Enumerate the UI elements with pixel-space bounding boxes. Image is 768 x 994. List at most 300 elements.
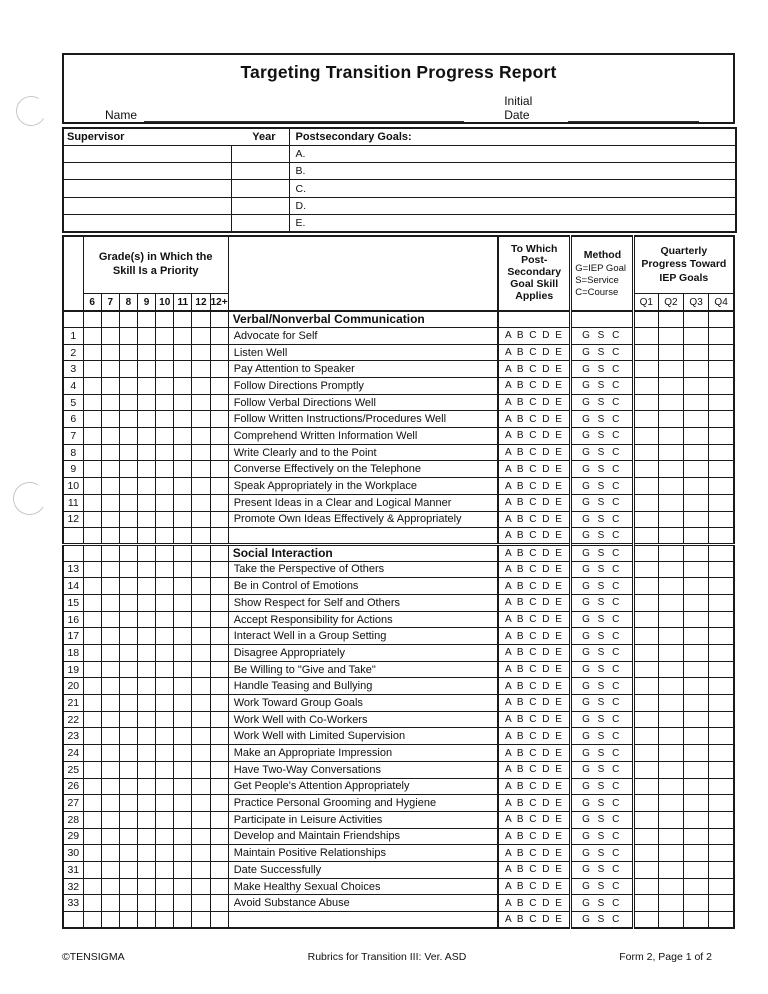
grade-priority-cell[interactable] xyxy=(192,361,210,378)
supervisor-field[interactable] xyxy=(63,214,231,231)
grade-priority-cell[interactable] xyxy=(119,561,137,578)
quarter-progress-cell[interactable] xyxy=(633,661,658,678)
grade-priority-cell[interactable] xyxy=(210,528,228,545)
grade-priority-cell[interactable] xyxy=(138,478,156,495)
method-options-cell[interactable]: G S C xyxy=(571,811,633,828)
method-options-cell[interactable]: G S C xyxy=(571,778,633,795)
quarter-progress-cell[interactable] xyxy=(658,511,683,528)
grade-priority-cell[interactable] xyxy=(210,878,228,895)
grade-priority-cell[interactable] xyxy=(210,745,228,762)
abcde-options-cell[interactable]: A B C D E xyxy=(498,594,571,611)
grade-priority-cell[interactable] xyxy=(119,845,137,862)
method-options-cell[interactable]: G S C xyxy=(571,544,633,561)
quarter-progress-cell[interactable] xyxy=(658,344,683,361)
quarter-progress-cell[interactable] xyxy=(709,361,734,378)
grade-priority-cell[interactable] xyxy=(210,628,228,645)
grade-priority-cell[interactable] xyxy=(101,311,119,328)
grade-priority-cell[interactable] xyxy=(119,695,137,712)
grade-priority-cell[interactable] xyxy=(101,912,119,929)
grade-priority-cell[interactable] xyxy=(156,645,174,662)
grade-priority-cell[interactable] xyxy=(210,845,228,862)
abcde-options-cell[interactable]: A B C D E xyxy=(498,461,571,478)
grade-priority-cell[interactable] xyxy=(192,878,210,895)
quarter-progress-cell[interactable] xyxy=(658,645,683,662)
grade-priority-cell[interactable] xyxy=(156,578,174,595)
quarter-progress-cell[interactable] xyxy=(658,611,683,628)
grade-priority-cell[interactable] xyxy=(192,828,210,845)
grade-priority-cell[interactable] xyxy=(156,361,174,378)
grade-priority-cell[interactable] xyxy=(83,761,101,778)
grade-priority-cell[interactable] xyxy=(83,394,101,411)
grade-priority-cell[interactable] xyxy=(83,311,101,328)
quarter-progress-cell[interactable] xyxy=(684,861,709,878)
grade-priority-cell[interactable] xyxy=(192,611,210,628)
quarter-progress-cell[interactable] xyxy=(684,511,709,528)
goal-field-a[interactable] xyxy=(289,145,736,162)
abcde-options-cell[interactable]: A B C D E xyxy=(498,511,571,528)
grade-priority-cell[interactable] xyxy=(101,745,119,762)
quarter-progress-cell[interactable] xyxy=(709,861,734,878)
quarter-progress-cell[interactable] xyxy=(658,878,683,895)
quarter-progress-cell[interactable] xyxy=(684,411,709,428)
quarter-progress-cell[interactable] xyxy=(709,811,734,828)
grade-priority-cell[interactable] xyxy=(210,444,228,461)
grade-priority-cell[interactable] xyxy=(210,561,228,578)
grade-priority-cell[interactable] xyxy=(138,845,156,862)
grade-priority-cell[interactable] xyxy=(174,528,192,545)
grade-priority-cell[interactable] xyxy=(156,778,174,795)
year-field[interactable] xyxy=(231,145,289,162)
quarter-progress-cell[interactable] xyxy=(658,795,683,812)
quarter-progress-cell[interactable] xyxy=(633,912,658,929)
quarter-progress-cell[interactable] xyxy=(684,845,709,862)
grade-priority-cell[interactable] xyxy=(83,745,101,762)
grade-priority-cell[interactable] xyxy=(83,511,101,528)
quarter-progress-cell[interactable] xyxy=(684,745,709,762)
method-options-cell[interactable]: G S C xyxy=(571,661,633,678)
quarter-progress-cell[interactable] xyxy=(684,661,709,678)
grade-priority-cell[interactable] xyxy=(156,861,174,878)
method-options-cell[interactable]: G S C xyxy=(571,878,633,895)
quarter-progress-cell[interactable] xyxy=(658,628,683,645)
grade-priority-cell[interactable] xyxy=(174,778,192,795)
grade-priority-cell[interactable] xyxy=(192,795,210,812)
quarter-progress-cell[interactable] xyxy=(684,528,709,545)
quarter-progress-cell[interactable] xyxy=(684,461,709,478)
grade-priority-cell[interactable] xyxy=(119,594,137,611)
grade-priority-cell[interactable] xyxy=(174,461,192,478)
abcde-options-cell[interactable]: A B C D E xyxy=(498,811,571,828)
grade-priority-cell[interactable] xyxy=(174,761,192,778)
grade-priority-cell[interactable] xyxy=(101,327,119,344)
grade-priority-cell[interactable] xyxy=(156,711,174,728)
grade-priority-cell[interactable] xyxy=(119,895,137,912)
grade-priority-cell[interactable] xyxy=(210,578,228,595)
grade-priority-cell[interactable] xyxy=(192,561,210,578)
grade-priority-cell[interactable] xyxy=(83,478,101,495)
method-options-cell[interactable]: G S C xyxy=(571,861,633,878)
quarter-progress-cell[interactable] xyxy=(633,378,658,395)
quarter-progress-cell[interactable] xyxy=(709,761,734,778)
grade-priority-cell[interactable] xyxy=(83,494,101,511)
quarter-progress-cell[interactable] xyxy=(658,411,683,428)
grade-priority-cell[interactable] xyxy=(83,828,101,845)
grade-priority-cell[interactable] xyxy=(119,378,137,395)
quarter-progress-cell[interactable] xyxy=(709,611,734,628)
grade-priority-cell[interactable] xyxy=(119,327,137,344)
quarter-progress-cell[interactable] xyxy=(633,745,658,762)
method-options-cell[interactable]: G S C xyxy=(571,912,633,929)
grade-priority-cell[interactable] xyxy=(174,594,192,611)
quarter-progress-cell[interactable] xyxy=(709,444,734,461)
grade-priority-cell[interactable] xyxy=(210,311,228,328)
grade-priority-cell[interactable] xyxy=(83,811,101,828)
grade-priority-cell[interactable] xyxy=(119,761,137,778)
grade-priority-cell[interactable] xyxy=(101,811,119,828)
abcde-options-cell[interactable]: A B C D E xyxy=(498,628,571,645)
quarter-progress-cell[interactable] xyxy=(709,544,734,561)
grade-priority-cell[interactable] xyxy=(156,845,174,862)
grade-priority-cell[interactable] xyxy=(192,327,210,344)
quarter-progress-cell[interactable] xyxy=(633,761,658,778)
quarter-progress-cell[interactable] xyxy=(684,728,709,745)
quarter-progress-cell[interactable] xyxy=(709,311,734,328)
grade-priority-cell[interactable] xyxy=(138,761,156,778)
grade-priority-cell[interactable] xyxy=(138,828,156,845)
supervisor-field[interactable] xyxy=(63,145,231,162)
abcde-options-cell[interactable]: A B C D E xyxy=(498,444,571,461)
grade-priority-cell[interactable] xyxy=(119,428,137,445)
grade-priority-cell[interactable] xyxy=(138,561,156,578)
grade-priority-cell[interactable] xyxy=(210,912,228,929)
grade-priority-cell[interactable] xyxy=(138,578,156,595)
quarter-progress-cell[interactable] xyxy=(633,728,658,745)
quarter-progress-cell[interactable] xyxy=(709,912,734,929)
grade-priority-cell[interactable] xyxy=(174,578,192,595)
grade-priority-cell[interactable] xyxy=(119,628,137,645)
grade-priority-cell[interactable] xyxy=(156,444,174,461)
abcde-options-cell[interactable]: A B C D E xyxy=(498,528,571,545)
quarter-progress-cell[interactable] xyxy=(633,645,658,662)
abcde-options-cell[interactable]: A B C D E xyxy=(498,611,571,628)
grade-priority-cell[interactable] xyxy=(138,378,156,395)
goal-field-e[interactable] xyxy=(289,214,736,231)
grade-priority-cell[interactable] xyxy=(192,378,210,395)
grade-priority-cell[interactable] xyxy=(101,861,119,878)
grade-priority-cell[interactable] xyxy=(156,394,174,411)
quarter-progress-cell[interactable] xyxy=(709,678,734,695)
grade-priority-cell[interactable] xyxy=(174,661,192,678)
grade-priority-cell[interactable] xyxy=(210,778,228,795)
grade-priority-cell[interactable] xyxy=(101,428,119,445)
quarter-progress-cell[interactable] xyxy=(658,578,683,595)
grade-priority-cell[interactable] xyxy=(174,344,192,361)
abcde-options-cell[interactable]: A B C D E xyxy=(498,645,571,662)
quarter-progress-cell[interactable] xyxy=(658,895,683,912)
grade-priority-cell[interactable] xyxy=(192,645,210,662)
quarter-progress-cell[interactable] xyxy=(658,728,683,745)
method-options-cell[interactable]: G S C xyxy=(571,611,633,628)
grade-priority-cell[interactable] xyxy=(119,861,137,878)
grade-priority-cell[interactable] xyxy=(156,461,174,478)
quarter-progress-cell[interactable] xyxy=(633,895,658,912)
grade-priority-cell[interactable] xyxy=(101,695,119,712)
grade-priority-cell[interactable] xyxy=(192,728,210,745)
quarter-progress-cell[interactable] xyxy=(633,578,658,595)
method-options-cell[interactable]: G S C xyxy=(571,745,633,762)
quarter-progress-cell[interactable] xyxy=(684,695,709,712)
method-options-cell[interactable]: G S C xyxy=(571,327,633,344)
initial-date-field[interactable] xyxy=(568,107,699,122)
grade-priority-cell[interactable] xyxy=(156,378,174,395)
abcde-options-cell[interactable]: A B C D E xyxy=(498,895,571,912)
quarter-progress-cell[interactable] xyxy=(658,861,683,878)
grade-priority-cell[interactable] xyxy=(192,411,210,428)
abcde-options-cell[interactable]: A B C D E xyxy=(498,494,571,511)
grade-priority-cell[interactable] xyxy=(138,611,156,628)
grade-priority-cell[interactable] xyxy=(83,594,101,611)
grade-priority-cell[interactable] xyxy=(210,361,228,378)
grade-priority-cell[interactable] xyxy=(138,461,156,478)
grade-priority-cell[interactable] xyxy=(83,561,101,578)
grade-priority-cell[interactable] xyxy=(174,544,192,561)
method-options-cell[interactable]: G S C xyxy=(571,678,633,695)
grade-priority-cell[interactable] xyxy=(119,728,137,745)
supervisor-field[interactable] xyxy=(63,197,231,214)
grade-priority-cell[interactable] xyxy=(83,711,101,728)
quarter-progress-cell[interactable] xyxy=(709,428,734,445)
grade-priority-cell[interactable] xyxy=(174,494,192,511)
quarter-progress-cell[interactable] xyxy=(684,761,709,778)
grade-priority-cell[interactable] xyxy=(101,845,119,862)
abcde-options-cell[interactable]: A B C D E xyxy=(498,361,571,378)
grade-priority-cell[interactable] xyxy=(210,861,228,878)
grade-priority-cell[interactable] xyxy=(83,695,101,712)
grade-priority-cell[interactable] xyxy=(119,461,137,478)
quarter-progress-cell[interactable] xyxy=(709,845,734,862)
grade-priority-cell[interactable] xyxy=(156,695,174,712)
grade-priority-cell[interactable] xyxy=(174,678,192,695)
abcde-options-cell[interactable]: A B C D E xyxy=(498,761,571,778)
grade-priority-cell[interactable] xyxy=(192,778,210,795)
quarter-progress-cell[interactable] xyxy=(684,394,709,411)
quarter-progress-cell[interactable] xyxy=(633,594,658,611)
method-options-cell[interactable]: G S C xyxy=(571,378,633,395)
grade-priority-cell[interactable] xyxy=(156,895,174,912)
grade-priority-cell[interactable] xyxy=(83,861,101,878)
method-options-cell[interactable]: G S C xyxy=(571,394,633,411)
grade-priority-cell[interactable] xyxy=(156,828,174,845)
grade-priority-cell[interactable] xyxy=(156,311,174,328)
abcde-options-cell[interactable]: A B C D E xyxy=(498,912,571,929)
grade-priority-cell[interactable] xyxy=(83,645,101,662)
grade-priority-cell[interactable] xyxy=(83,912,101,929)
grade-priority-cell[interactable] xyxy=(138,528,156,545)
quarter-progress-cell[interactable] xyxy=(709,628,734,645)
grade-priority-cell[interactable] xyxy=(156,912,174,929)
quarter-progress-cell[interactable] xyxy=(658,661,683,678)
grade-priority-cell[interactable] xyxy=(210,645,228,662)
grade-priority-cell[interactable] xyxy=(156,878,174,895)
quarter-progress-cell[interactable] xyxy=(684,594,709,611)
quarter-progress-cell[interactable] xyxy=(684,311,709,328)
goal-field-c[interactable] xyxy=(289,180,736,197)
grade-priority-cell[interactable] xyxy=(174,411,192,428)
quarter-progress-cell[interactable] xyxy=(684,444,709,461)
grade-priority-cell[interactable] xyxy=(138,745,156,762)
abcde-options-cell[interactable]: A B C D E xyxy=(498,695,571,712)
grade-priority-cell[interactable] xyxy=(101,611,119,628)
grade-priority-cell[interactable] xyxy=(192,578,210,595)
method-options-cell[interactable]: G S C xyxy=(571,728,633,745)
quarter-progress-cell[interactable] xyxy=(684,628,709,645)
grade-priority-cell[interactable] xyxy=(101,444,119,461)
grade-priority-cell[interactable] xyxy=(210,344,228,361)
grade-priority-cell[interactable] xyxy=(210,394,228,411)
grade-priority-cell[interactable] xyxy=(119,828,137,845)
quarter-progress-cell[interactable] xyxy=(633,444,658,461)
grade-priority-cell[interactable] xyxy=(156,411,174,428)
quarter-progress-cell[interactable] xyxy=(709,795,734,812)
grade-priority-cell[interactable] xyxy=(119,444,137,461)
grade-priority-cell[interactable] xyxy=(138,695,156,712)
grade-priority-cell[interactable] xyxy=(83,327,101,344)
abcde-options-cell[interactable]: A B C D E xyxy=(498,795,571,812)
grade-priority-cell[interactable] xyxy=(174,711,192,728)
grade-priority-cell[interactable] xyxy=(138,728,156,745)
grade-priority-cell[interactable] xyxy=(138,411,156,428)
quarter-progress-cell[interactable] xyxy=(658,378,683,395)
quarter-progress-cell[interactable] xyxy=(633,327,658,344)
abcde-options-cell[interactable]: A B C D E xyxy=(498,728,571,745)
quarter-progress-cell[interactable] xyxy=(633,344,658,361)
grade-priority-cell[interactable] xyxy=(210,695,228,712)
quarter-progress-cell[interactable] xyxy=(658,478,683,495)
method-options-cell[interactable]: G S C xyxy=(571,761,633,778)
grade-priority-cell[interactable] xyxy=(192,912,210,929)
abcde-options-cell[interactable]: A B C D E xyxy=(498,845,571,862)
grade-priority-cell[interactable] xyxy=(156,544,174,561)
grade-priority-cell[interactable] xyxy=(156,511,174,528)
grade-priority-cell[interactable] xyxy=(192,711,210,728)
grade-priority-cell[interactable] xyxy=(156,628,174,645)
quarter-progress-cell[interactable] xyxy=(633,845,658,862)
quarter-progress-cell[interactable] xyxy=(684,378,709,395)
grade-priority-cell[interactable] xyxy=(192,678,210,695)
quarter-progress-cell[interactable] xyxy=(709,478,734,495)
quarter-progress-cell[interactable] xyxy=(684,878,709,895)
grade-priority-cell[interactable] xyxy=(119,678,137,695)
quarter-progress-cell[interactable] xyxy=(633,361,658,378)
quarter-progress-cell[interactable] xyxy=(684,561,709,578)
quarter-progress-cell[interactable] xyxy=(633,695,658,712)
grade-priority-cell[interactable] xyxy=(138,311,156,328)
grade-priority-cell[interactable] xyxy=(174,695,192,712)
quarter-progress-cell[interactable] xyxy=(633,778,658,795)
quarter-progress-cell[interactable] xyxy=(684,645,709,662)
grade-priority-cell[interactable] xyxy=(174,811,192,828)
grade-priority-cell[interactable] xyxy=(138,811,156,828)
grade-priority-cell[interactable] xyxy=(210,494,228,511)
grade-priority-cell[interactable] xyxy=(192,745,210,762)
method-options-cell[interactable]: G S C xyxy=(571,411,633,428)
method-options-cell[interactable]: G S C xyxy=(571,511,633,528)
abcde-options-cell[interactable]: A B C D E xyxy=(498,561,571,578)
quarter-progress-cell[interactable] xyxy=(633,461,658,478)
grade-priority-cell[interactable] xyxy=(210,828,228,845)
grade-priority-cell[interactable] xyxy=(83,578,101,595)
grade-priority-cell[interactable] xyxy=(119,344,137,361)
quarter-progress-cell[interactable] xyxy=(658,761,683,778)
grade-priority-cell[interactable] xyxy=(174,828,192,845)
grade-priority-cell[interactable] xyxy=(174,327,192,344)
grade-priority-cell[interactable] xyxy=(192,661,210,678)
grade-priority-cell[interactable] xyxy=(210,428,228,445)
year-field[interactable] xyxy=(231,163,289,180)
quarter-progress-cell[interactable] xyxy=(709,378,734,395)
quarter-progress-cell[interactable] xyxy=(633,628,658,645)
grade-priority-cell[interactable] xyxy=(138,428,156,445)
grade-priority-cell[interactable] xyxy=(119,494,137,511)
supervisor-field[interactable] xyxy=(63,163,231,180)
grade-priority-cell[interactable] xyxy=(156,761,174,778)
grade-priority-cell[interactable] xyxy=(210,728,228,745)
grade-priority-cell[interactable] xyxy=(101,795,119,812)
abcde-options-cell[interactable]: A B C D E xyxy=(498,478,571,495)
quarter-progress-cell[interactable] xyxy=(709,528,734,545)
grade-priority-cell[interactable] xyxy=(101,645,119,662)
grade-priority-cell[interactable] xyxy=(174,728,192,745)
grade-priority-cell[interactable] xyxy=(174,745,192,762)
quarter-progress-cell[interactable] xyxy=(684,611,709,628)
grade-priority-cell[interactable] xyxy=(156,795,174,812)
abcde-options-cell[interactable]: A B C D E xyxy=(498,378,571,395)
grade-priority-cell[interactable] xyxy=(83,845,101,862)
grade-priority-cell[interactable] xyxy=(138,795,156,812)
quarter-progress-cell[interactable] xyxy=(684,544,709,561)
grade-priority-cell[interactable] xyxy=(174,311,192,328)
grade-priority-cell[interactable] xyxy=(119,578,137,595)
method-options-cell[interactable]: G S C xyxy=(571,795,633,812)
grade-priority-cell[interactable] xyxy=(83,778,101,795)
quarter-progress-cell[interactable] xyxy=(658,695,683,712)
grade-priority-cell[interactable] xyxy=(83,411,101,428)
quarter-progress-cell[interactable] xyxy=(684,711,709,728)
method-options-cell[interactable]: G S C xyxy=(571,895,633,912)
grade-priority-cell[interactable] xyxy=(210,478,228,495)
grade-priority-cell[interactable] xyxy=(119,544,137,561)
quarter-progress-cell[interactable] xyxy=(709,695,734,712)
grade-priority-cell[interactable] xyxy=(174,845,192,862)
grade-priority-cell[interactable] xyxy=(210,511,228,528)
quarter-progress-cell[interactable] xyxy=(633,878,658,895)
grade-priority-cell[interactable] xyxy=(210,711,228,728)
grade-priority-cell[interactable] xyxy=(174,878,192,895)
method-options-cell[interactable]: G S C xyxy=(571,645,633,662)
grade-priority-cell[interactable] xyxy=(210,327,228,344)
abcde-options-cell[interactable]: A B C D E xyxy=(498,878,571,895)
grade-priority-cell[interactable] xyxy=(192,861,210,878)
quarter-progress-cell[interactable] xyxy=(709,561,734,578)
name-field[interactable] xyxy=(144,107,464,122)
grade-priority-cell[interactable] xyxy=(192,494,210,511)
grade-priority-cell[interactable] xyxy=(138,861,156,878)
grade-priority-cell[interactable] xyxy=(83,611,101,628)
grade-priority-cell[interactable] xyxy=(156,611,174,628)
grade-priority-cell[interactable] xyxy=(174,628,192,645)
quarter-progress-cell[interactable] xyxy=(709,344,734,361)
method-options-cell[interactable]: G S C xyxy=(571,561,633,578)
